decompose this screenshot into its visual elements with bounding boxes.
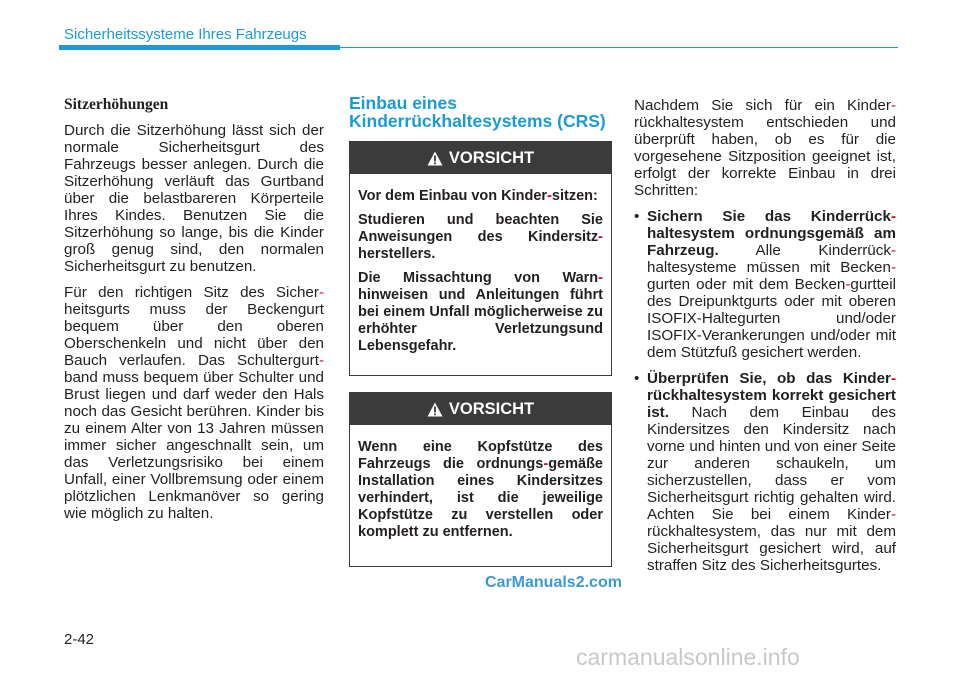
crs-installation-heading: Einbau eines Kinderrückhaltesystems (CRS) bbox=[349, 93, 606, 131]
caution-label: VORSICHT bbox=[448, 399, 535, 418]
warning-triangle-icon bbox=[427, 402, 443, 417]
header-rule bbox=[340, 47, 898, 48]
caution-body bbox=[350, 425, 611, 541]
warning-triangle-icon bbox=[427, 151, 443, 166]
crs-steps-list bbox=[634, 208, 896, 574]
list-item: • Sichern Sie das Kinderrück-haltesystem ordnungsgemäß am Fahrzeug. Alle Kinderrück-haltesysteme müssen mit Becken-gurten oder mit dem Becken-gurtteil des Dreipunktgurts oder mit oberen ISOFIX-Haltegurten und/oder ISOFIX-Verankerungen und/oder mit dem Stützfuß gesichert werden. bbox=[634, 208, 896, 361]
left-column bbox=[64, 96, 324, 531]
caution-2-text: Wenn eine Kopfstütze des Fahrzeugs die ordnungs-gemäße Installation eines Kindersitzes verhindert, ist die jeweilige Kopfstütze zu verstellen oder komplett zu entfernen. bbox=[358, 439, 603, 540]
caution-header bbox=[350, 393, 611, 425]
booster-paragraph-2: Für den richtigen Sitz des Sicher-heitsgurts muss der Beckengurt bequem über den oberen Oberschenkeln und nicht über den Bauch verlaufen. Das Schultergurt-band muss bequem über Schulter und Brust liegen und darf weder den Hals noch das Gesicht berühren. Kinder bis zu einem Alter von 13 Jahren müssen immer sicher angeschnallt sein, um das Verletzungsrisiko bei einem Unfall, einer Vollbremsung oder einem plötzlichen Lenkmanöver so gering wie möglich zu halten. bbox=[64, 284, 324, 522]
crs-intro: Nachdem Sie sich für ein Kinder-rückhaltesystem entschieden und überprüft haben, ob es für die vorgesehene Sitzposition geeignet ist, erfolgt der korrekte Einbau in drei Schritten: bbox=[634, 97, 896, 199]
caution-1-line-3: Die Missachtung von Warn-hinweisen und Anleitungen führt bei einem Unfall möglicherweise zu erhöhter Verletzungsund Lebensgefahr. bbox=[358, 270, 603, 354]
caution-box-1 bbox=[349, 141, 612, 376]
caution-box-2 bbox=[349, 392, 612, 567]
booster-seat-heading: Sitzerhöhungen bbox=[64, 96, 169, 113]
right-column bbox=[634, 97, 896, 583]
carmanuals-watermark: CarManuals2.com bbox=[485, 574, 622, 591]
caution-label: VORSICHT bbox=[448, 148, 535, 167]
section-title: Sicherheitssysteme Ihres Fahrzeugs bbox=[64, 26, 307, 43]
booster-paragraph-1: Durch die Sitzerhöhung lässt sich der normale Sicherheitsgurt des Fahrzeugs besser anlegen. Durch die Sitzerhöhung verläuft das Gurtband über die belastbareren Körperteile Ihres Kindes. Benutzen Sie die Sitzerhöhung so lange, bis die Kinder groß genug sind, den normalen Sicherheitsgurt zu benutzen. bbox=[64, 122, 324, 275]
page-number: 2-42 bbox=[64, 631, 95, 648]
caution-1-line-1: Vor dem Einbau von Kinder-sitzen: bbox=[358, 188, 598, 204]
caution-header bbox=[350, 142, 611, 174]
caution-1-line-2: Studieren und beachten Sie Anweisungen des Kindersitz-herstellers. bbox=[358, 212, 603, 262]
caution-body bbox=[350, 174, 611, 355]
site-watermark: carmanualsonline.info bbox=[576, 644, 800, 670]
section-title-bar bbox=[59, 45, 340, 50]
list-item: • Überprüfen Sie, ob das Kinder-rückhaltesystem korrekt gesichert ist. Nach dem Einbau des Kindersitzes den Kindersitz nach vorne und hinten und von einer Seite zur anderen schaukeln, um sicherzustellen, dass er vom Sicherheitsgurt richtig gehalten wird. Achten Sie bei einem Kinder-rückhaltesystem, das nur mit dem Sicherheitsgurt gesichert wird, auf straffen Sitz des Sicherheitsgurtes. bbox=[634, 370, 896, 574]
